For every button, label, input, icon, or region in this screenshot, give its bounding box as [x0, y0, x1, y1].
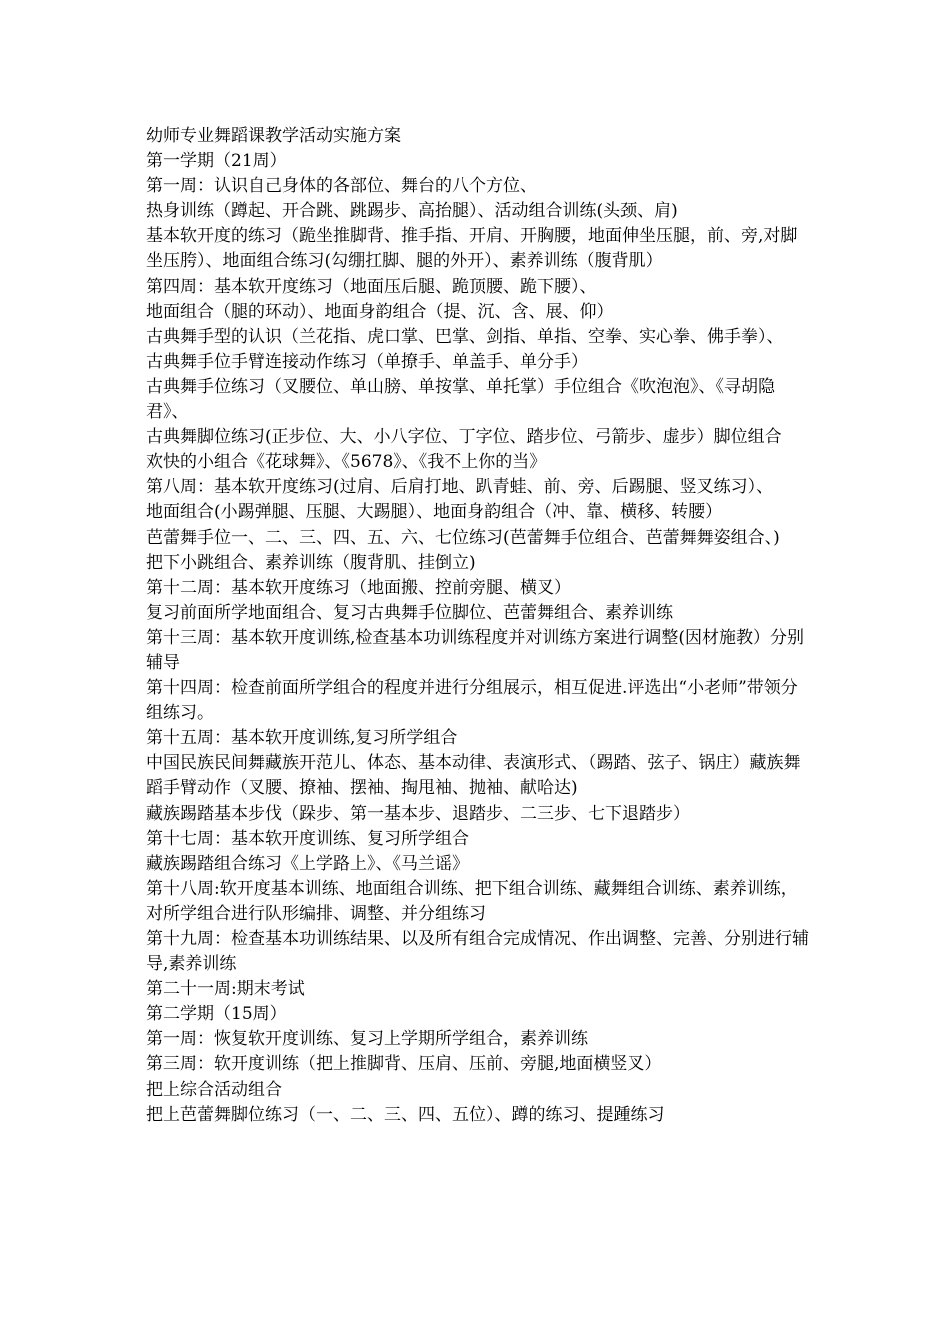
- text-line: 地面组合(小踢弹腿、压腿、大踢腿）、地面身韵组合（冲、靠、横移、转腰）: [146, 502, 723, 523]
- text-line: 第十三周：基本软开度训练,检查基本功训练程度并对训练方案进行调整(因材施教）分别辅导: [146, 627, 805, 673]
- text-line: 第三周：软开度训练（把上推脚背、压肩、压前、旁腿,地面横竖叉）: [146, 1054, 662, 1075]
- semester-heading: 第一学期（21周）: [146, 151, 287, 172]
- text-line: 复习前面所学地面组合、复习古典舞手位脚位、芭蕾舞组合、素养训练: [146, 602, 673, 623]
- text-line: 第十七周：基本软开度训练、复习所学组合: [146, 828, 469, 849]
- text-line: 第一周：恢复软开度训练、复习上学期所学组合，素养训练: [146, 1029, 588, 1050]
- text-line: 把下小跳组合、素养训练（腹背肌、挂倒立): [146, 552, 476, 573]
- text-line: 藏族踢踏基本步伐（跺步、第一基本步、退踏步、二三步、七下退踏步）: [146, 803, 690, 824]
- text-line: 把上芭蕾舞脚位练习（一、二、三、四、五位）、蹲的练习、提踵练习: [146, 1104, 665, 1125]
- text-line: 第十五周：基本软开度训练,复习所学组合: [146, 728, 458, 749]
- text-line: 第二十一周:期末考试: [146, 979, 305, 1000]
- text-line: 中国民族民间舞藏族开范儿、体态、基本动律、表演形式、（踢踏、弦子、锅庄）藏族舞蹈手臂动作（叉腰、撩袖、摆袖、掏甩袖、抛袖、献哈达): [146, 753, 801, 799]
- text-line: 基本软开度的练习（跪坐推脚背、推手指、开肩、开胸腰，地面伸坐压腿，前、旁,对脚坐压胯）、地面组合练习(勾绷扛脚、腿的外开）、素养训练（腹背肌）: [146, 226, 798, 272]
- text-line: 第四周：基本软开度练习（地面压后腿、跪顶腰、跪下腰）、: [146, 276, 597, 297]
- text-line: 古典舞手型的认识（兰花指、虎口掌、巴掌、剑指、单指、空拳、实心拳、佛手拳）、: [146, 326, 784, 347]
- text-line: 芭蕾舞手位一、二、三、四、五、六、七位练习(芭蕾舞手位组合、芭蕾舞舞姿组合、): [146, 527, 780, 548]
- text-line: 热身训练（蹲起、开合跳、跳踢步、高抬腿）、活动组合训练(头颈、肩): [146, 201, 678, 222]
- text-line: 藏族踢踏组合练习《上学路上》、《马兰谣》: [146, 853, 469, 874]
- text-line: 古典舞脚位练习(正步位、大、小八字位、丁字位、踏步位、弓箭步、虚步）脚位组合: [146, 427, 782, 448]
- text-line: 把上综合活动组合: [146, 1079, 282, 1100]
- text-line: 欢快的小组合《花球舞》、《5678》、《我不上你的当》: [146, 452, 547, 473]
- text-line: 古典舞手位练习（叉腰位、单山膀、单按掌、单托掌）手位组合《吹泡泡》、《寻胡隐君》、: [146, 376, 775, 423]
- text-line: 第十九周：检查基本功训练结果、以及所有组合完成情况、作出调整、完善、分别进行辅导,素养训练: [146, 929, 809, 975]
- text-line: 第十二周：基本软开度练习（地面搬、控前旁腿、横叉）: [146, 577, 571, 598]
- text-line: 第一周：认识自己身体的各部位、舞台的八个方位、: [146, 176, 537, 197]
- text-line: 古典舞手位手臂连接动作练习（单撩手、单盖手、单分手）: [146, 351, 588, 372]
- text-line: 地面组合（腿的环动）、地面身韵组合（提、沉、含、展、仰）: [146, 301, 614, 322]
- semester-heading: 第二学期（15周）: [146, 1004, 287, 1025]
- text-line: 第十八周:软开度基本训练、地面组合训练、把下组合训练、藏舞组合训练、素养训练，对所学组合进行队形编排、调整、并分组练习: [146, 878, 798, 924]
- document-body: [146, 124, 811, 1128]
- text-line: 第八周：基本软开度练习(过肩、后肩打地、趴青蛙、前、旁、后踢腿、竖叉练习）、: [146, 477, 774, 498]
- text-line: 第十四周：检查前面所学组合的程度并进行分组展示，相互促进.评选出“小老师”带领分组练习。: [146, 678, 798, 724]
- document-title: 幼师专业舞蹈课教学活动实施方案: [146, 126, 401, 146]
